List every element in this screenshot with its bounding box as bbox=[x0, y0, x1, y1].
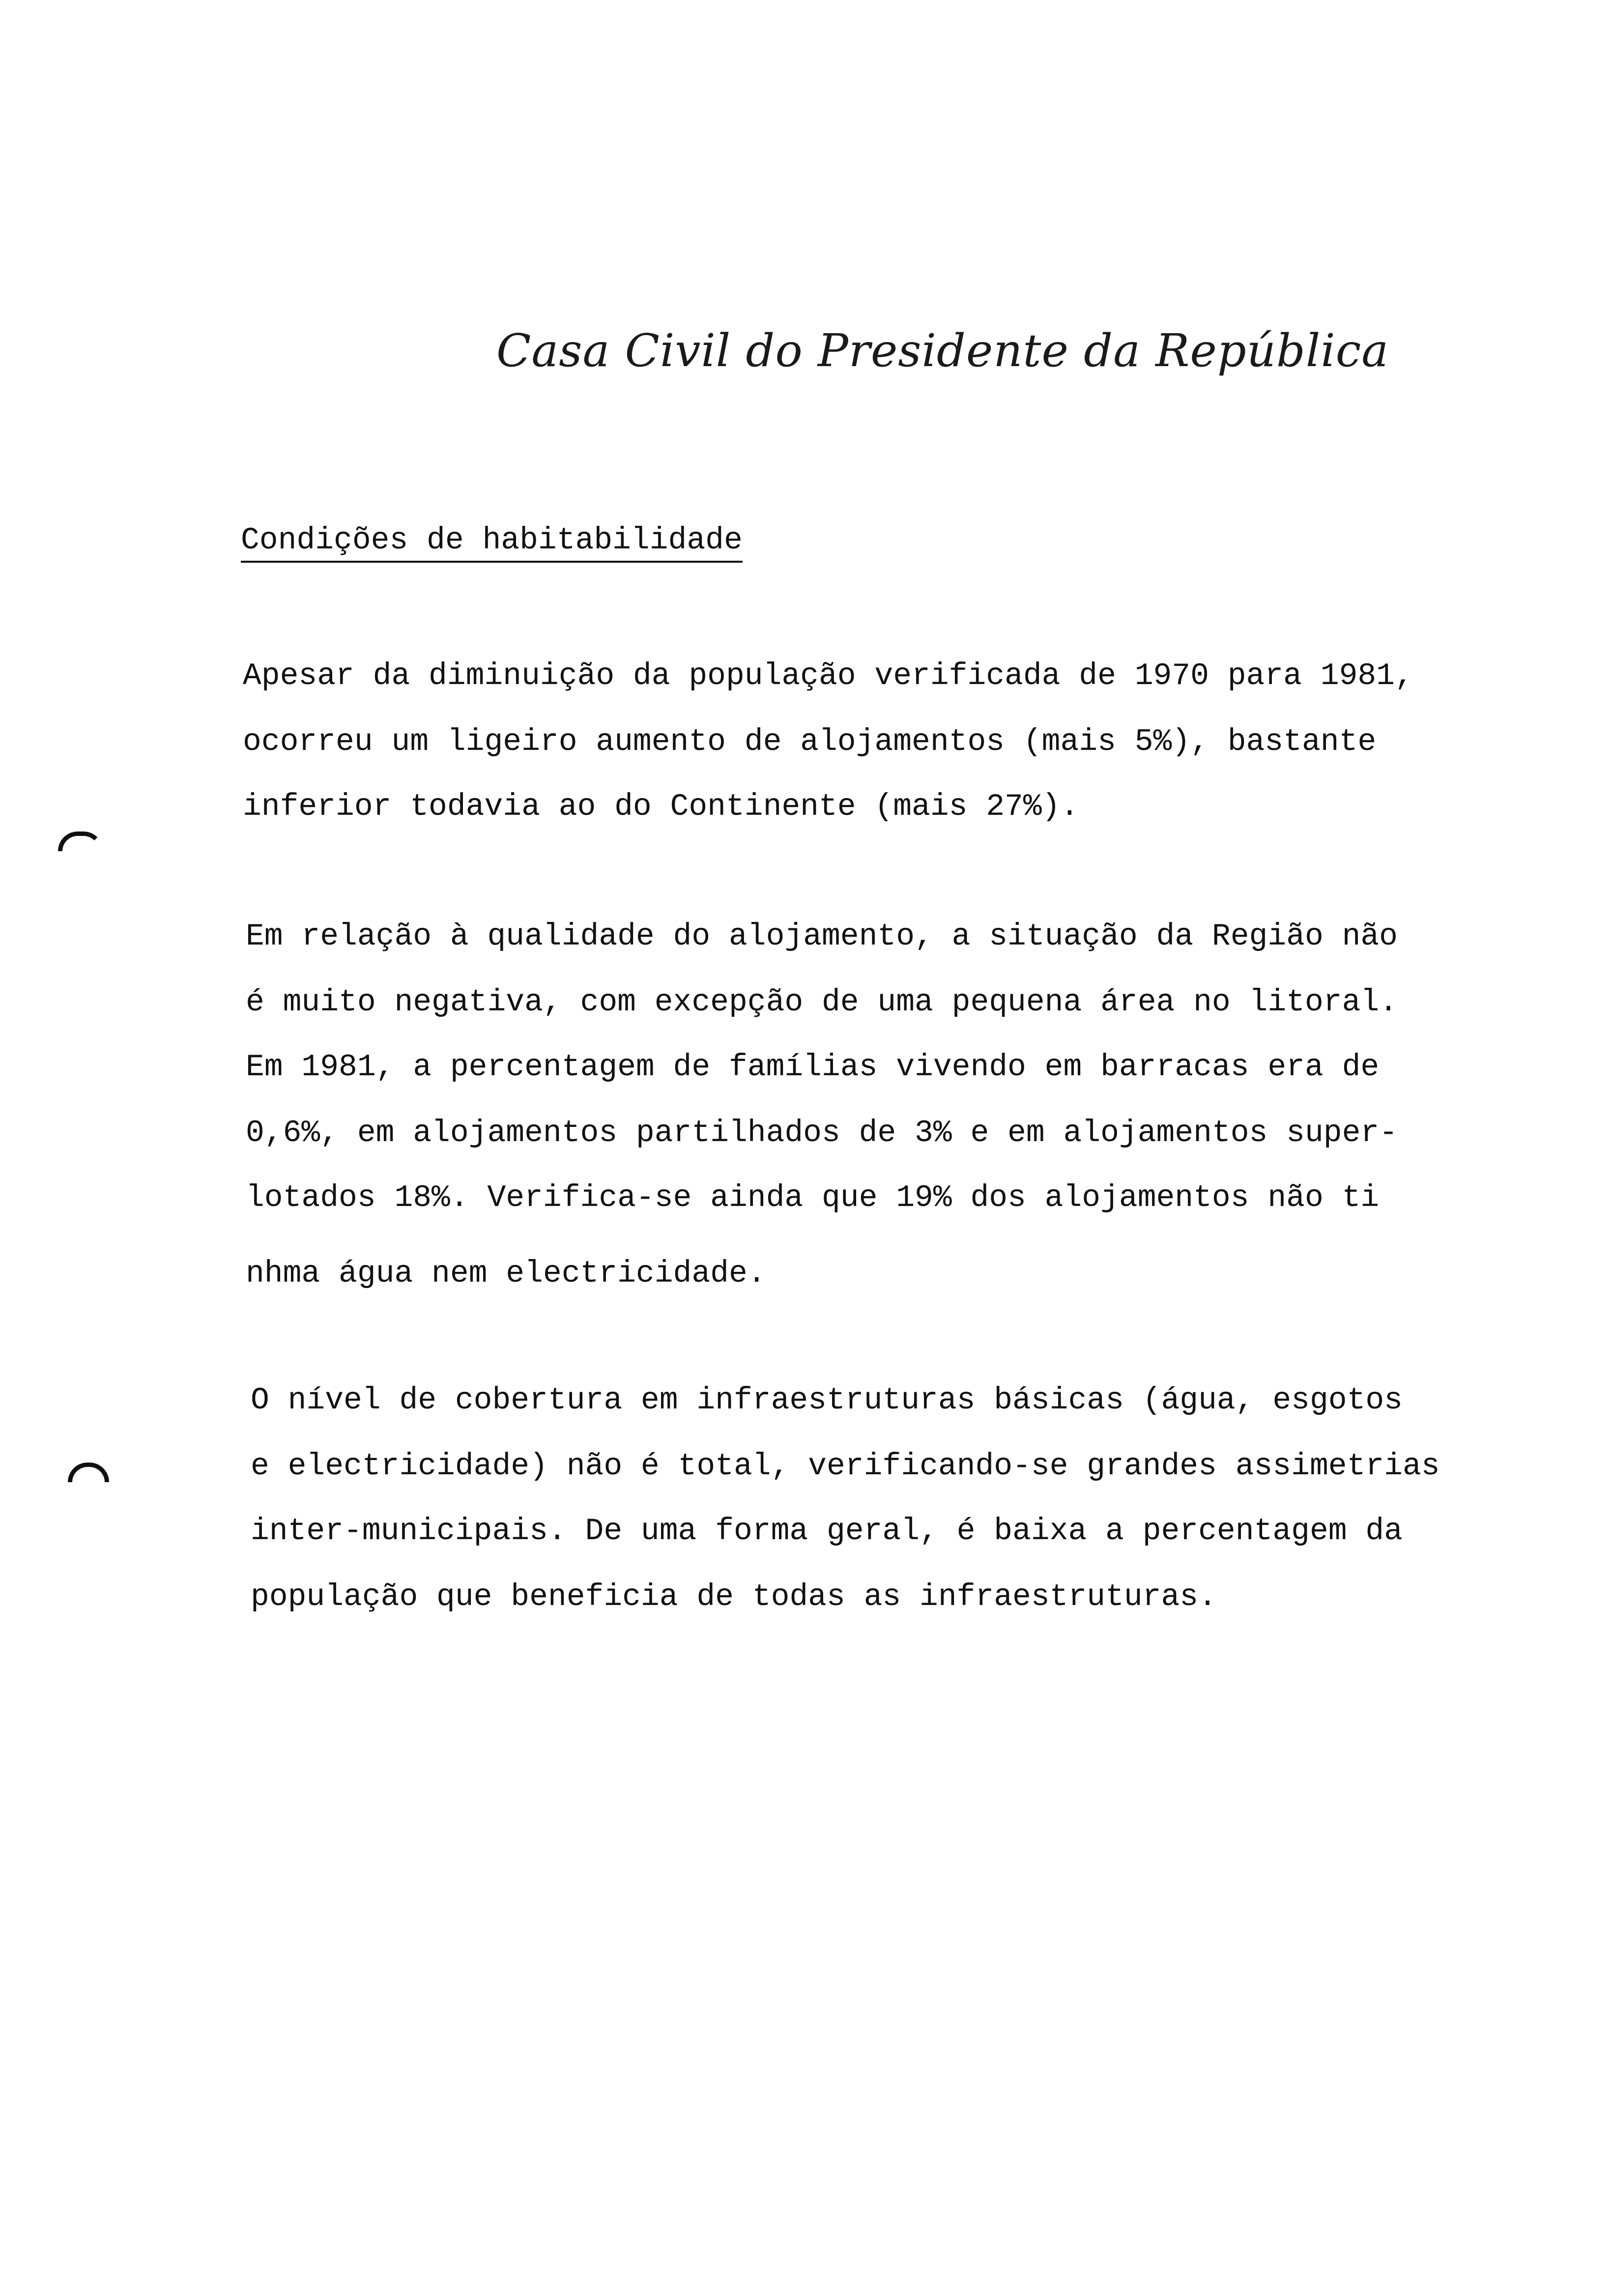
binder-hole-mark bbox=[58, 832, 103, 851]
paragraph-line: ocorreu um ligeiro aumento de alojamentos (mais 5%), bastante bbox=[243, 724, 1377, 759]
section-heading: Condições de habitabilidade bbox=[241, 525, 743, 563]
letterhead: Casa Civil do Presidente da República bbox=[496, 324, 1389, 377]
paragraph-line: Apesar da diminuição da população verificada de 1970 para 1981, bbox=[243, 659, 1413, 693]
paragraph-line: e electricidade) não é total, verificando-se grandes assimetrias bbox=[251, 1449, 1440, 1484]
paragraph-line: população que beneficia de todas as infraestruturas. bbox=[251, 1579, 1217, 1614]
paragraph-line: inter-municipais. De uma forma geral, é baixa a percentagem da bbox=[251, 1514, 1403, 1549]
paragraph-line: Em relação à qualidade do alojamento, a situação da Região não bbox=[246, 919, 1398, 954]
paragraph-line: Em 1981, a percentagem de famílias vivendo em barracas era de bbox=[246, 1050, 1380, 1085]
paragraph-line: 0,6%, em alojamentos partilhados de 3% e em alojamentos super- bbox=[246, 1116, 1398, 1150]
binder-hole-mark bbox=[68, 1463, 109, 1482]
paragraph-line: O nível de cobertura em infraestruturas básicas (água, esgotos bbox=[251, 1383, 1403, 1418]
paragraph-line: nhma água nem electricidade. bbox=[246, 1256, 766, 1291]
paragraph-line: é muito negativa, com excepção de uma pequena área no litoral. bbox=[246, 985, 1398, 1020]
paragraph-line: inferior todavia ao do Continente (mais 27%). bbox=[243, 789, 1079, 824]
paragraph-line: lotados 18%. Verifica-se ainda que 19% dos alojamentos não ti bbox=[246, 1180, 1380, 1215]
